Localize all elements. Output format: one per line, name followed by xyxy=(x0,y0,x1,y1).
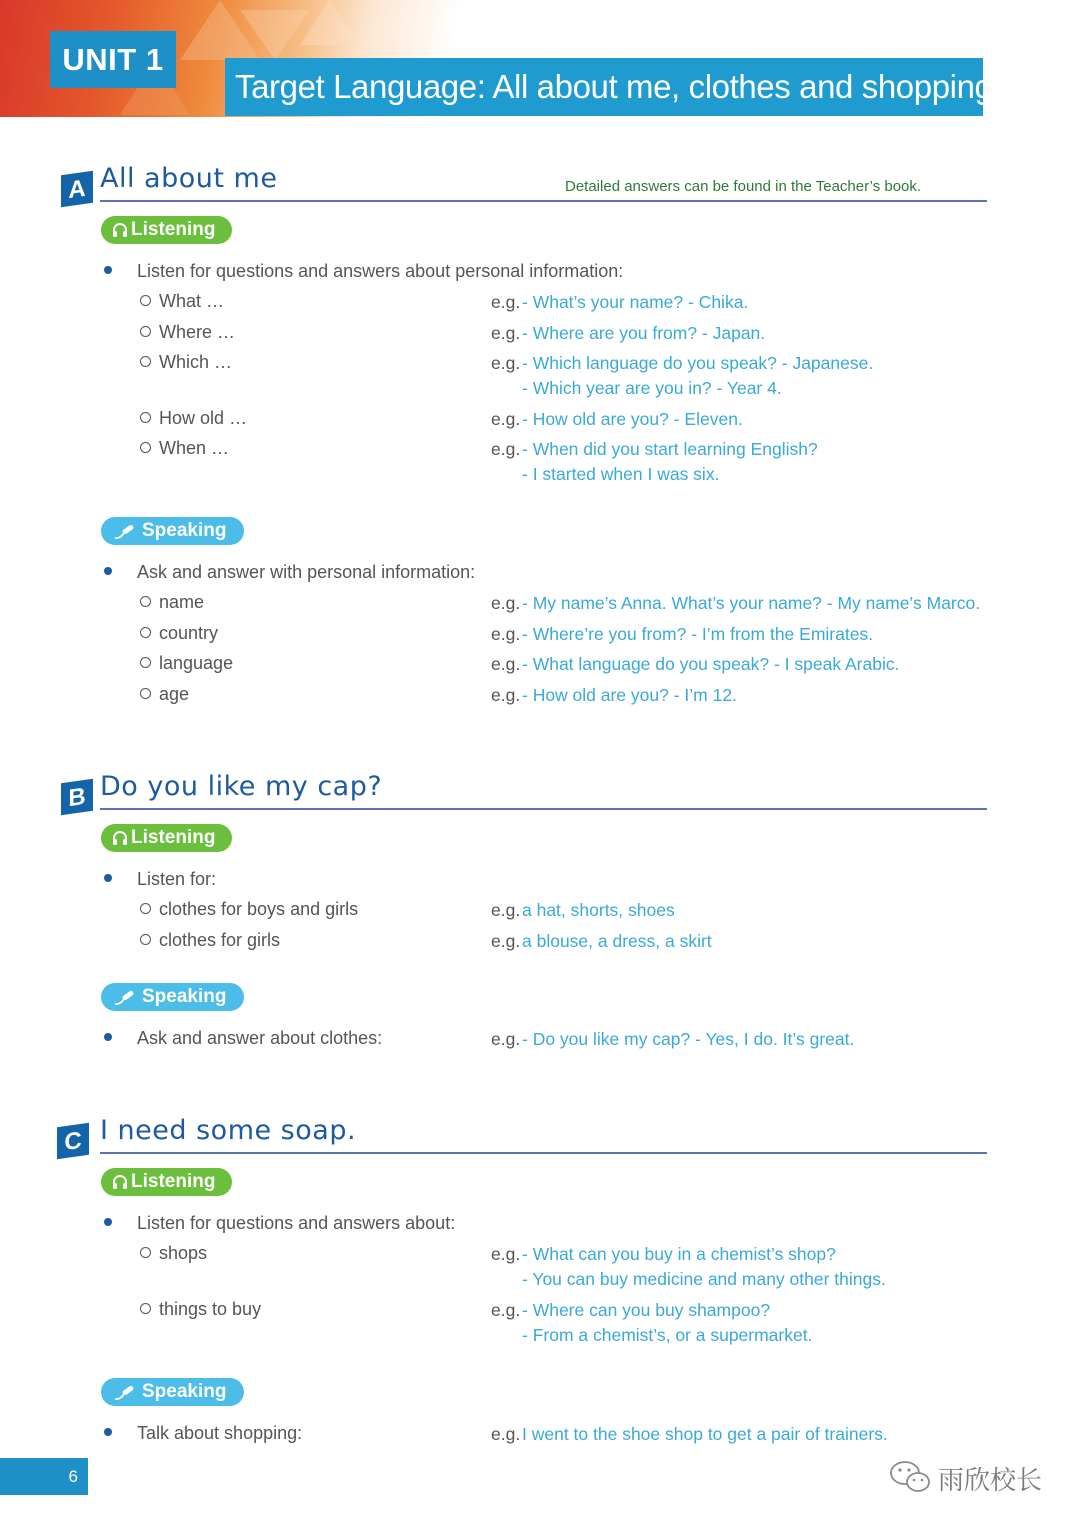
list-item: clothes for boys and girls xyxy=(140,899,358,920)
example-text: - Do you like my cap? - Yes, I do. It’s great. xyxy=(522,1029,855,1049)
speaking-pill xyxy=(101,517,244,545)
eg-label: e.g. xyxy=(491,685,521,705)
headphones-icon xyxy=(111,829,129,847)
example-text: - Where can you buy shampoo? xyxy=(522,1300,771,1320)
speaking-label: Speaking xyxy=(142,986,227,1007)
listening-label: Listening xyxy=(131,219,216,240)
microphone-icon xyxy=(112,1382,138,1402)
speaking-label: Speaking xyxy=(142,520,227,541)
listening-label: Listening xyxy=(131,1171,216,1192)
list-item: How old … xyxy=(140,408,247,429)
speaking-label: Speaking xyxy=(142,1381,227,1402)
microphone-icon xyxy=(112,987,138,1007)
bullet xyxy=(104,1218,112,1226)
section-b-letter: B xyxy=(61,779,93,815)
listening-lead: Listen for: xyxy=(137,869,217,889)
eg-label: e.g. xyxy=(491,1424,521,1444)
list-item: shops xyxy=(140,1243,207,1264)
list-item: When … xyxy=(140,438,229,459)
example-text: a blouse, a dress, a skirt xyxy=(522,931,712,951)
list-item: clothes for girls xyxy=(140,930,280,951)
page-number: 6 xyxy=(0,1458,88,1495)
headphones-icon xyxy=(111,1173,129,1191)
speaking-lead: Ask and answer with personal information: xyxy=(137,562,476,582)
example-text: - I started when I was six. xyxy=(522,464,720,484)
list-item: country xyxy=(140,623,218,644)
example-text: - Where are you from? - Japan. xyxy=(522,323,766,343)
example-text: - When did you start learning English? xyxy=(522,439,818,459)
listening-pill xyxy=(101,824,232,852)
bullet xyxy=(104,1033,112,1041)
listening-pill xyxy=(101,1168,232,1196)
list-item: age xyxy=(140,684,189,705)
section-b-rule xyxy=(100,808,987,810)
example-text: - Which year are you in? - Year 4. xyxy=(522,378,782,398)
page-title: Target Language: All about me, clothes and shopping xyxy=(225,58,983,116)
section-a-letter: A xyxy=(61,171,93,207)
eg-label: e.g. xyxy=(491,353,521,373)
listening-label: Listening xyxy=(131,827,216,848)
eg-label: e.g. xyxy=(491,624,521,644)
bullet xyxy=(104,266,112,274)
eg-label: e.g. xyxy=(491,292,521,312)
example-text: - You can buy medicine and many other things. xyxy=(522,1269,886,1289)
example-text: - How old are you? - Eleven. xyxy=(522,409,743,429)
list-item: Which … xyxy=(140,352,232,373)
section-a-title: All about me xyxy=(100,163,278,194)
speaking-pill xyxy=(101,1378,244,1406)
example-text: - What can you buy in a chemist’s shop? xyxy=(522,1244,836,1264)
section-c-rule xyxy=(100,1152,987,1154)
listening-lead: Listen for questions and answers about personal information: xyxy=(137,261,624,281)
list-item: things to buy xyxy=(140,1299,261,1320)
eg-label: e.g. xyxy=(491,1029,521,1049)
example-text: - Where’re you from? - I’m from the Emirates. xyxy=(522,624,874,644)
list-item: name xyxy=(140,592,204,613)
section-c-letter: C xyxy=(57,1123,89,1159)
eg-label: e.g. xyxy=(491,1244,521,1264)
example-text: - What language do you speak? - I speak Arabic. xyxy=(522,654,900,674)
section-a-rule xyxy=(100,200,987,202)
bullet xyxy=(104,1428,112,1436)
example-text: - My name’s Anna. What’s your name? - My name’s Marco. xyxy=(522,593,981,613)
section-b-title: Do you like my cap? xyxy=(100,771,383,802)
eg-label: e.g. xyxy=(491,654,521,674)
eg-label: e.g. xyxy=(491,409,521,429)
bullet xyxy=(104,567,112,575)
speaking-lead: Talk about shopping: xyxy=(137,1423,303,1443)
list-item: Where … xyxy=(140,322,235,343)
eg-label: e.g. xyxy=(491,1300,521,1320)
bullet xyxy=(104,874,112,882)
headphones-icon xyxy=(111,221,129,239)
listening-lead: Listen for questions and answers about: xyxy=(137,1213,456,1233)
watermark-text: 雨欣校长 xyxy=(938,1466,1043,1496)
example-text: - What’s your name? - Chika. xyxy=(522,292,749,312)
microphone-icon xyxy=(112,521,138,541)
example-text: - How old are you? - I’m 12. xyxy=(522,685,737,705)
list-item: language xyxy=(140,653,233,674)
speaking-pill xyxy=(101,983,244,1011)
wechat-icon xyxy=(888,1458,934,1496)
eg-label: e.g. xyxy=(491,900,521,920)
eg-label: e.g. xyxy=(491,931,521,951)
example-text: I went to the shoe shop to get a pair of trainers. xyxy=(522,1424,888,1444)
example-text: - From a chemist’s, or a supermarket. xyxy=(522,1325,813,1345)
example-text: a hat, shorts, shoes xyxy=(522,900,675,920)
eg-label: e.g. xyxy=(491,439,521,459)
teacher-book-note: Detailed answers can be found in the Teacher’s book. xyxy=(565,178,922,195)
speaking-lead: Ask and answer about clothes: xyxy=(137,1028,383,1048)
listening-pill xyxy=(101,216,232,244)
eg-label: e.g. xyxy=(491,323,521,343)
list-item: What … xyxy=(140,291,224,312)
unit-badge: UNIT 1 xyxy=(50,31,176,88)
section-c-title: I need some soap. xyxy=(100,1115,357,1146)
example-text: - Which language do you speak? - Japanese. xyxy=(522,353,874,373)
eg-label: e.g. xyxy=(491,593,521,613)
